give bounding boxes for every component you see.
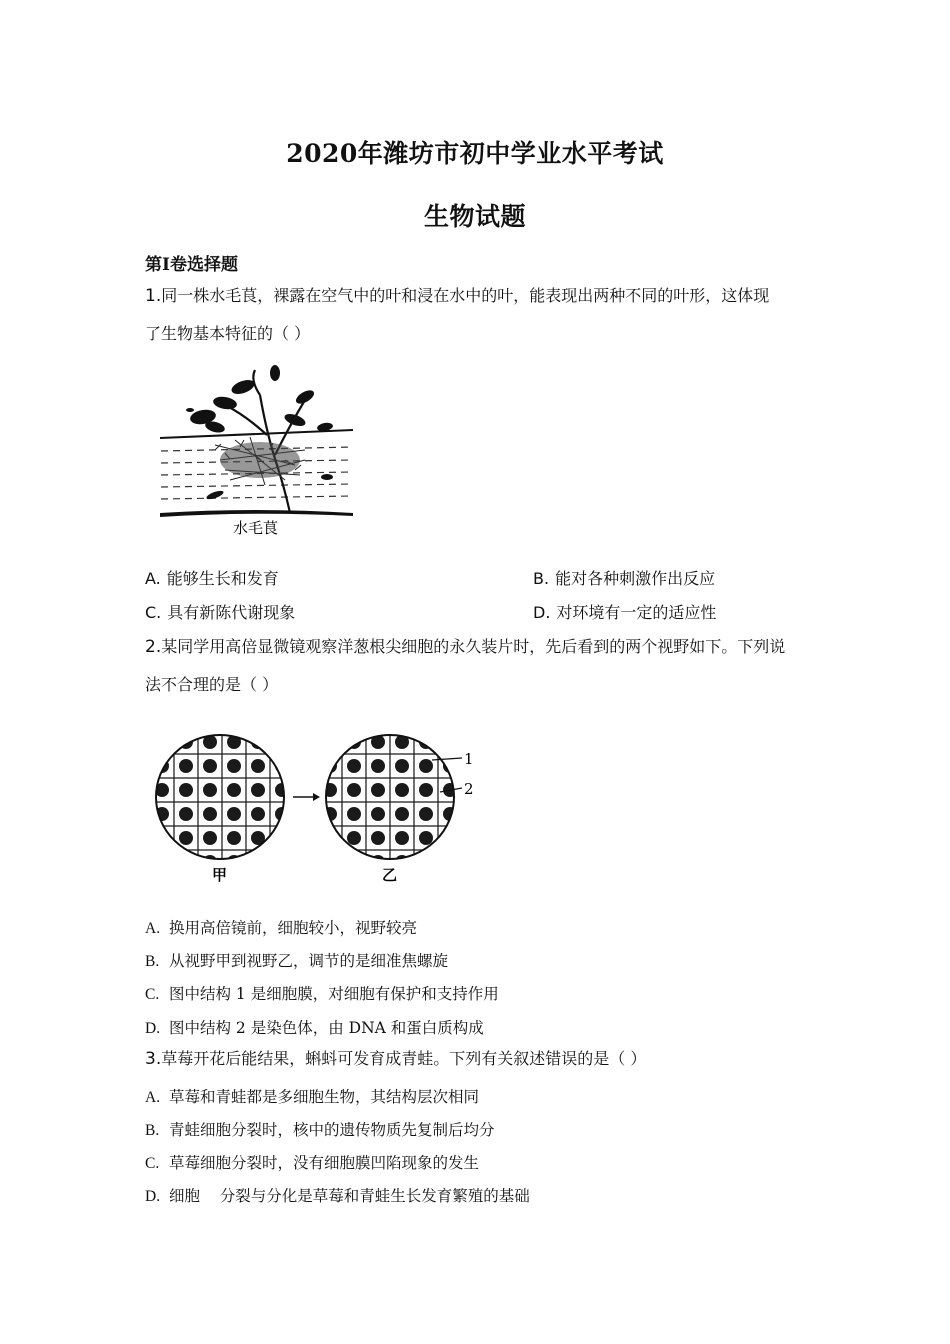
question-number: 1. bbox=[145, 286, 162, 306]
label-1: 1 bbox=[464, 750, 474, 768]
q3-option-a[interactable]: A. 草莓和青蛙都是多细胞生物，其结构层次相同 bbox=[145, 1088, 480, 1106]
figure-caption: 水毛茛 bbox=[233, 519, 279, 537]
water-buttercup-figure bbox=[155, 365, 360, 540]
label-yi: 乙 bbox=[382, 866, 398, 884]
label-jia: 甲 bbox=[212, 866, 228, 884]
question-text: 同一株水毛茛，裸露在空气中的叶和浸在水中的叶，能表现出两种不同的叶形，这体现 bbox=[161, 286, 770, 305]
q1-option-a[interactable]: A. 能够生长和发育 bbox=[145, 569, 279, 588]
exam-subtitle: 生物试题 bbox=[423, 202, 526, 231]
q2-option-b[interactable]: B. 从视野甲到视野乙，调节的是细准焦螺旋 bbox=[145, 952, 449, 970]
question-number: 3. bbox=[145, 1049, 162, 1069]
question-2-stem bbox=[145, 628, 815, 704]
q1-option-b[interactable]: B. 能对各种刺激作出反应 bbox=[533, 569, 716, 588]
question-1-stem bbox=[145, 277, 815, 353]
question-3-stem bbox=[145, 1040, 815, 1078]
question-text: 草莓开花后能结果，蝌蚪可发育成青蛙。下列有关叙述错误的是（ ） bbox=[161, 1049, 647, 1068]
q1-option-d[interactable]: D. 对环境有一定的适应性 bbox=[533, 603, 717, 622]
q2-option-a[interactable]: A. 换用高倍镜前，细胞较小，视野较亮 bbox=[145, 919, 418, 937]
section-title: 第Ⅰ卷选择题 bbox=[145, 255, 238, 275]
exam-title: 2020年潍坊市初中学业水平考试 bbox=[286, 139, 664, 168]
q3-option-c[interactable]: C. 草莓细胞分裂时，没有细胞膜凹陷现象的发生 bbox=[145, 1154, 480, 1172]
q2-option-d[interactable]: D. 图中结构 2 是染色体，由 DNA 和蛋白质构成 bbox=[145, 1019, 484, 1037]
microscope-view-figure bbox=[150, 730, 490, 885]
q3-option-d[interactable]: D. 细胞 分裂与分化是草莓和青蛙生长发育繁殖的基础 bbox=[145, 1187, 530, 1205]
question-text-cont: 了生物基本特征的（ ） bbox=[145, 324, 311, 343]
question-number: 2. bbox=[145, 637, 162, 657]
question-text: 某同学用高倍显微镜观察洋葱根尖细胞的永久装片时，先后看到的两个视野如下。下列说 bbox=[161, 637, 786, 656]
label-2: 2 bbox=[464, 780, 474, 798]
q3-option-b[interactable]: B. 青蛙细胞分裂时，核中的遗传物质先复制后均分 bbox=[145, 1121, 495, 1139]
question-text-cont: 法不合理的是（ ） bbox=[145, 675, 279, 694]
q2-option-c[interactable]: C. 图中结构 1 是细胞膜，对细胞有保护和支持作用 bbox=[145, 985, 499, 1003]
q1-option-c[interactable]: C. 具有新陈代谢现象 bbox=[145, 603, 296, 622]
